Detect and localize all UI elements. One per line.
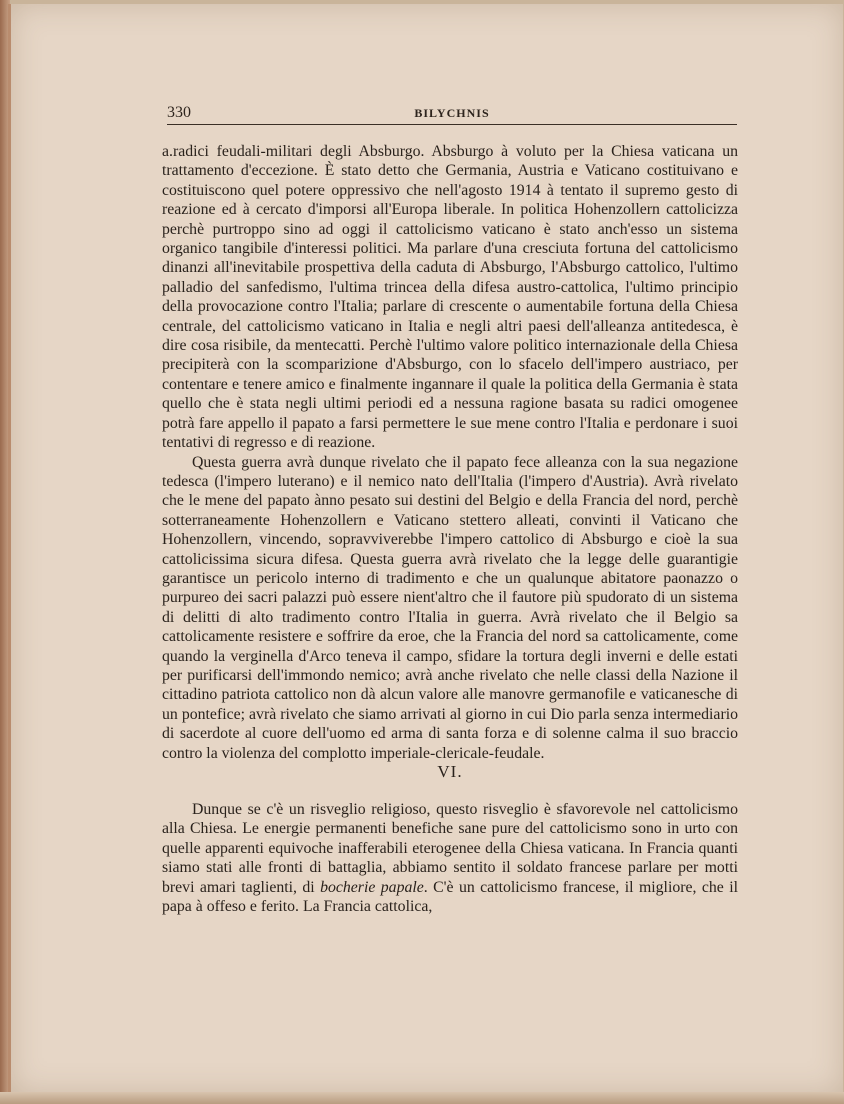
section-body [162,800,738,916]
italic-phrase: bocherie papale [320,878,424,896]
article-body [162,142,738,763]
paragraph-text-start: Dunque se c'è un risveglio religioso, questo risveglio è sfavorevole nel cattolicismo alla Chiesa. Le energie permanenti benefiche sane pure del cattolicismo sono in urto con quelle apparenti equivoche inafferabili eterogenee della Chiesa vaticana. In Francia quanti siamo stati alle fronti di battaglia, abbiamo sentito il soldato francese parlare per motti brevi amari taglienti, di [162,801,738,896]
page-header [167,104,737,126]
section-heading: VI. [437,762,463,781]
paragraph-religious-awakening [162,800,738,916]
page-edge-bottom [0,1092,844,1104]
page-number: 330 [167,104,191,121]
header-rule [167,124,737,125]
paragraph-war-revealed: Questa guerra avrà dunque rivelato che il papato fece alleanza con la sua negazione tedesca (l'impero luterano) e il nemico nato dell'Italia (l'impero d'Austria). Avrà rivelato che le mene del papato ànno pesato sui destini del Belgio e della Francia del nord, perchè sotterraneamente Hohenzollern e Vaticano stettero alleati, convinti il Vaticano che Hohenzollern, vincendo, sopravviverebbe l'impero cattolico di Absburgo e cioè la sua cattolicissima sicura difesa. Questa guerra avrà rivelato che la legge delle guarantigie garantisce un pericolo interno di tradimento e che un qualunque abitatore paonazzo o purpureo dei sacri palazzi può essere nient'altro che il fautore più spudorato di un sistema di delitti di alto tradimento contro l'Italia in guerra. Avrà rivelato che il Belgio sa cattolicamente resistere e soffrire da eroe, che la Francia del nord sa cattolicamente, come quando la verginella d'Arco teneva il campo, sfidare la tortura degli inverni e delle estati per purificarsi dell'immondo nemico; avrà anche rivelato che nelle classi della Nazione il cittadino patriota cattolico non dà alcun valore alle manovre germanofile e vaticanesche di un pontefice; avrà rivelato che siamo arrivati al giorno in cui Dio parla senza intermediario di sacerdote al cuore dell'uomo ed arma di santa forza e di solenne calma il suo braccio contro la violenza del complotto imperiale-clericale-feudale. [162,453,738,762]
running-head: BILYCHNIS [414,106,490,120]
continued-paragraph: a.radici feudali-militari degli Absburgo. Absburgo à voluto per la Chiesa vaticana un trattamento d'eccezione. È stato detto che Germania, Austria e Vaticano costituivano e costituiscono quel potere oppressivo che nell'agosto 1914 à tentato il supremo gesto di reazione ed à cercato d'imporsi all'Europa liberale. In politica Hohenzollern cattolicizza perchè purtroppo sino ad oggi il cattolicismo vaticano è stato anch'esso un sistema organico tangibile d'interessi politici. Ma parlare d'una cresciuta fortuna del cattolicismo dinanzi all'inevitabile prospettiva della caduta di Absburgo, l'Absburgo cattolico, l'ultimo palladio del sanfedismo, l'ultima trincea della difesa austro-cattolica, l'ultimo principio della provocazione contro l'Italia; parlare di crescente o aumentabile fortuna della Chiesa centrale, del cattolicismo vaticano in Italia e negli altri paesi dell'alleanza antitedesca, è dire cosa risibile, da mentecatti. Perchè l'ultimo valore politico internazionale della Chiesa precipiterà con la scomparizione d'Absburgo, con lo sfacelo dell'impero austriaco, per contentare e tenere amico e finalmente ingannare il quale la politica della Germania è stata quello che è stata negli ultimi periodi ed a nessuna ragione basata su radici omogenee potrà fare appello il papato a farsi permettere le sue mene contro l'Italia e perdonare i suoi tentativi di regresso e di reazione. [162,143,738,452]
paragraph-text-end: . C'è un cattolicismo francese, il migliore, che il papa à offeso e ferito. La Francia cattolica, [162,878,738,916]
